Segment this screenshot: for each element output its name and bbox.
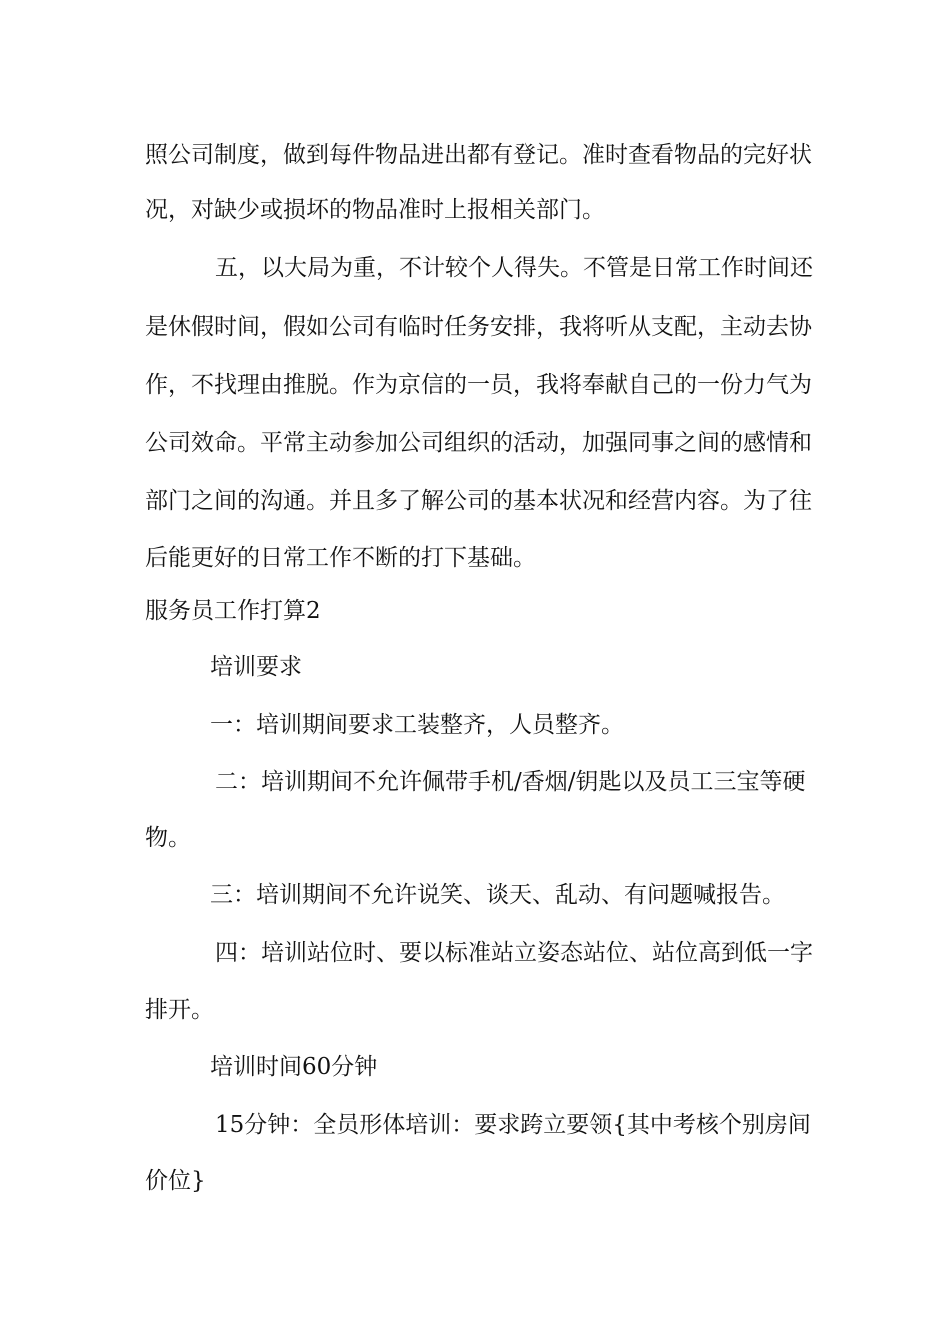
list-item-continuation: 物。: [145, 825, 191, 851]
paragraph-line: 公司效命。平常主动参加公司组织的活动，加强同事之间的感情和: [145, 430, 812, 456]
schedule-item: 15分钟：全员形体培训：要求跨立要领{其中考核个别房间: [215, 1112, 811, 1138]
paragraph-line: 照公司制度，做到每件物品进出都有登记。准时查看物品的完好状: [145, 142, 812, 168]
subsection-heading: 培训要求: [210, 654, 302, 680]
paragraph-line: 后能更好的日常工作不断的打下基础。: [145, 545, 536, 571]
paragraph-line: 是休假时间，假如公司有临时任务安排，我将听从支配，主动去协: [145, 314, 812, 340]
paragraph-line: 五，以大局为重，不计较个人得失。不管是日常工作时间还: [215, 255, 813, 281]
paragraph-line: 部门之间的沟通。并且多了解公司的基本状况和经营内容。为了往: [145, 488, 812, 514]
list-item-continuation: 排开。: [145, 997, 214, 1023]
paragraph-line: 作，不找理由推脱。作为京信的一员，我将奉献自己的一份力气为: [145, 372, 812, 398]
list-item: 三：培训期间不允许说笑、谈天、乱动、有问题喊报告。: [210, 882, 785, 908]
list-item: 一：培训期间要求工装整齐，人员整齐。: [210, 712, 624, 738]
list-item: 四：培训站位时、要以标准站立姿态站位、站位高到低一字: [215, 940, 813, 966]
paragraph-line: 况，对缺少或损坏的物品准时上报相关部门。: [145, 197, 605, 223]
section-heading: 服务员工作打算2: [145, 598, 321, 624]
list-item: 二：培训期间不允许佩带手机/香烟/钥匙以及员工三宝等硬: [215, 769, 806, 795]
subsection-heading: 培训时间60分钟: [210, 1054, 378, 1080]
schedule-item-continuation: 价位}: [145, 1168, 206, 1194]
